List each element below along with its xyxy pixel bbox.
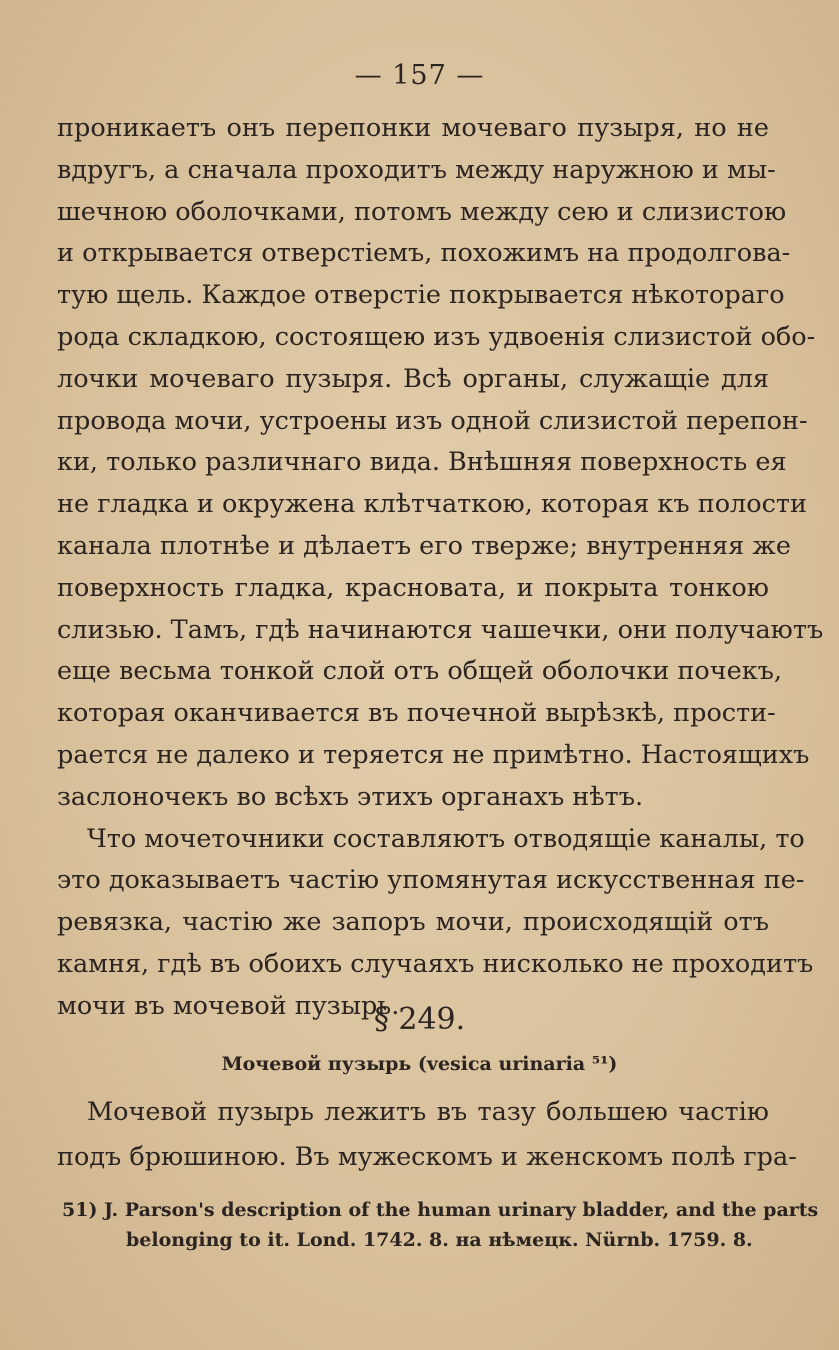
text-line: которая оканчивается въ почечной вырѣзкѣ, прости- (57, 698, 776, 729)
text-line: мочи въ мочевой пузырь. (57, 990, 400, 1021)
text-line: вдругъ, а сначала проходитъ между наружною и мы- (57, 154, 776, 185)
main-paragraphs (57, 108, 824, 1028)
text-line: Мочевой пузырь лежитъ въ тазу большею частію (87, 1097, 769, 1127)
text-line: Что мочеточники составляютъ отводящіе каналы, то (87, 823, 805, 854)
text-line: тую щель. Каждое отверстіе покрывается нѣкотораго (57, 280, 785, 311)
text-line: не гладка и окружена клѣтчаткою, которая къ полости (57, 489, 807, 520)
page-number: — 157 — (354, 60, 485, 91)
text-line: провода мочи, устроены изъ одной слизистой перепон- (57, 405, 808, 436)
text-line: еще весьма тонкой слой отъ общей оболочки почекъ, (57, 656, 782, 687)
footnote-line: 51) J. Parson's description of the human urinary bladder, and the parts (62, 1199, 819, 1221)
text-line: заслоночекъ во всѣхъ этихъ органахъ нѣтъ. (57, 781, 644, 812)
text-line: рода складкою, состоящею изъ удвоенія слизистой обо- (57, 321, 816, 352)
text-line: рается не далеко и теряется не примѣтно. Настоящихъ (57, 739, 810, 770)
footnote-line: belonging to it. Lond. 1742. 8. на нѣмецк. Nürnb. 1759. 8. (126, 1229, 753, 1251)
text-line: подъ брюшиною. Въ мужескомъ и женскомъ полѣ гра- (57, 1142, 797, 1172)
text-line: слизью. Тамъ, гдѣ начинаются чашечки, они получаютъ (57, 614, 824, 645)
text-line: лочки мочеваго пузыря. Всѣ органы, служащіе для (57, 363, 769, 394)
text-line: камня, гдѣ въ обоихъ случаяхъ нисколько не проходитъ (57, 948, 814, 979)
section-paragraph (57, 1090, 797, 1180)
footnote (62, 1195, 819, 1255)
text-line: и открывается отверстіемъ, похожимъ на продолгова- (57, 238, 791, 269)
text-line: канала плотнѣе и дѣлаетъ его тверже; внутренняя же (57, 530, 791, 561)
text-line: шечною оболочками, потомъ между сею и слизистою (57, 196, 787, 227)
section-heading: Мочевой пузырь (vesica urinaria ⁵¹) (221, 1053, 618, 1075)
text-line: это доказываетъ частію упомянутая искусственная пе- (57, 865, 805, 896)
text-line: ки, только различнаго вида. Внѣшняя поверхность ея (57, 447, 787, 478)
text-line: поверхность гладка, красновата, и покрыта тонкою (57, 572, 769, 603)
text-line: проникаетъ онъ перепонки мочеваго пузыря, но не (57, 113, 769, 143)
section-number: § 249. (373, 1002, 466, 1037)
text-line: ревязка, частію же запоръ мочи, происходящій отъ (57, 907, 769, 938)
